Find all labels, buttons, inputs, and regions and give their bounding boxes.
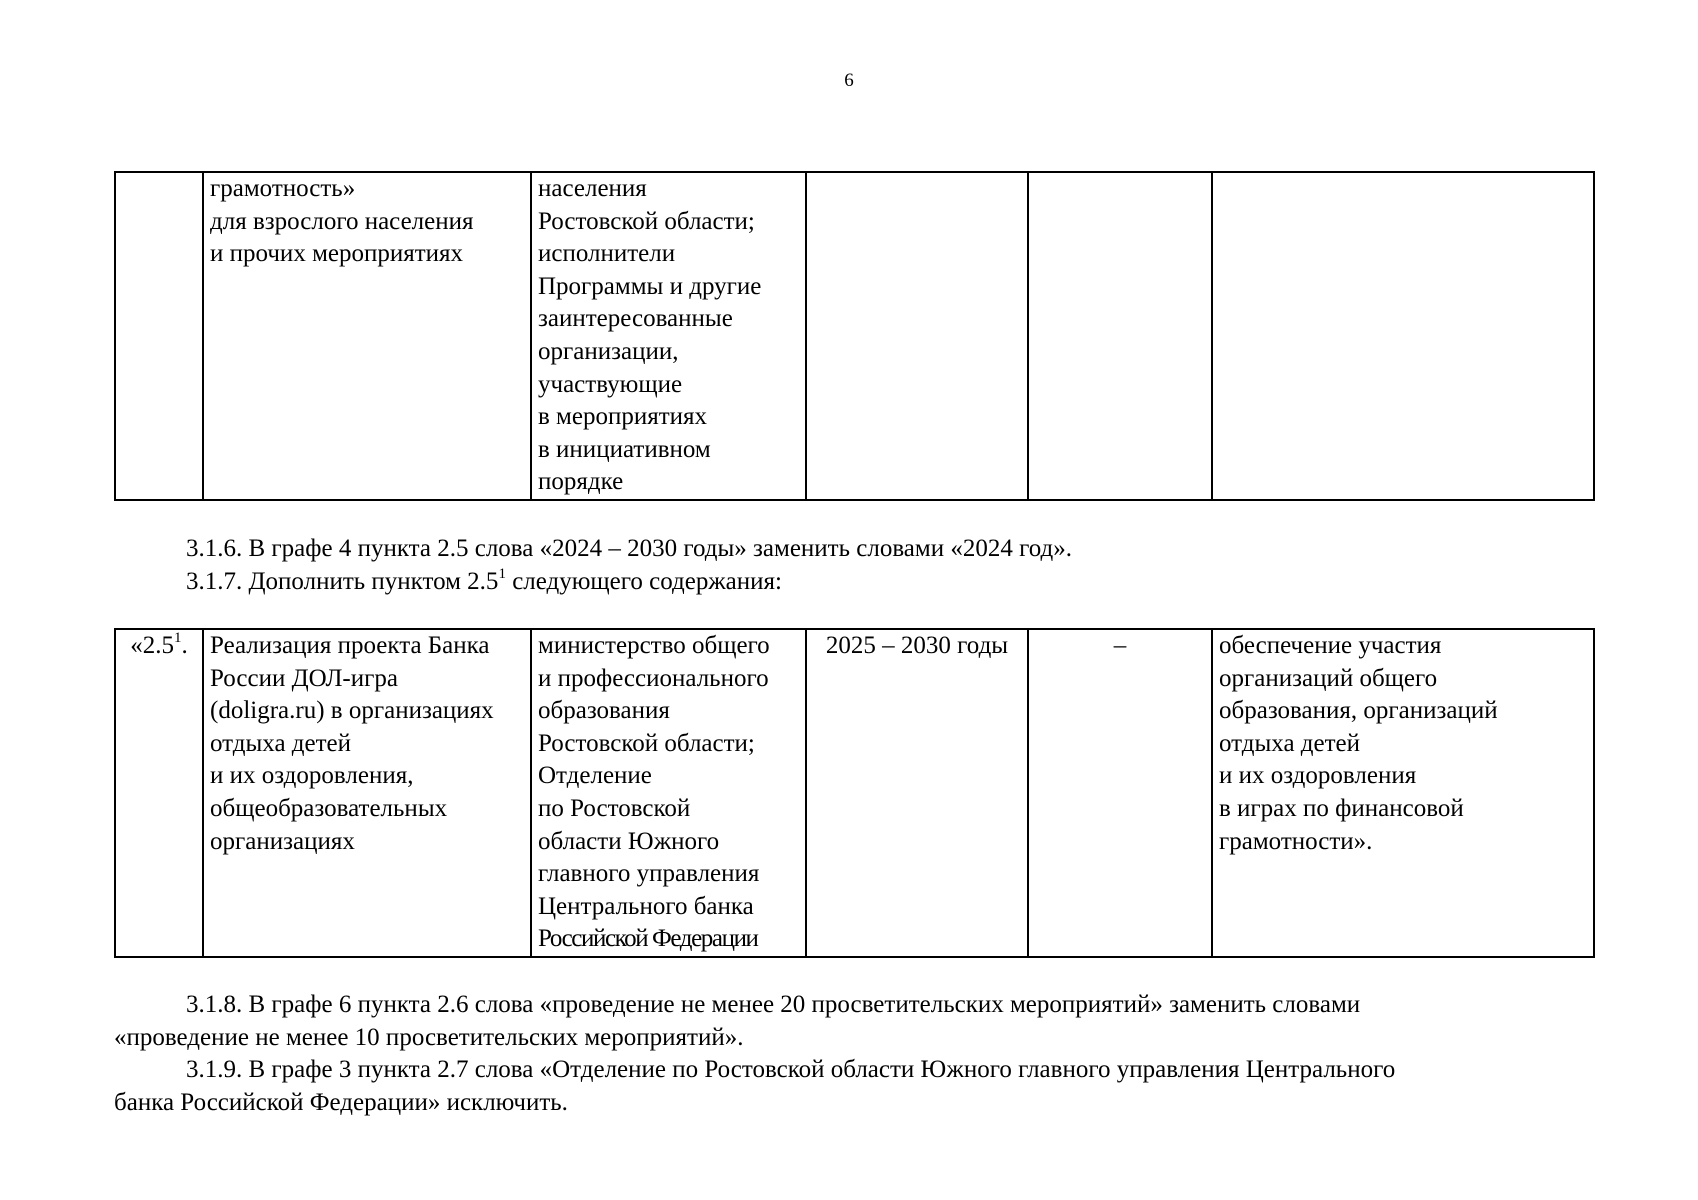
paragraph-text-line-2: «проведение не менее 10 просветительских мероприятий».: [114, 1023, 744, 1051]
page-number: 6: [844, 70, 854, 91]
cell-text-line: для взрослого населения: [210, 207, 474, 235]
funding-dash: –: [1113, 632, 1127, 659]
table-cell-funding: [1028, 172, 1212, 500]
cell-text-line: организации,: [538, 337, 679, 365]
period-text: 2025 – 2030 годы: [825, 632, 1009, 659]
cell-text-line: России ДОЛ-игра: [210, 664, 398, 692]
cell-text-line: общеобразовательных: [210, 794, 448, 822]
cell-text-line: отдыха детей: [210, 729, 352, 757]
cell-text-line: министерство общего: [538, 632, 770, 659]
table-cell-number: [115, 172, 203, 500]
cell-text-line: участвующие: [538, 370, 683, 398]
paragraph-text-line-2: банка Российской Федерации» исключить.: [114, 1088, 568, 1116]
paragraph-3-1-8: [114, 989, 1593, 1054]
table-cell-event-name: [203, 629, 531, 957]
cell-text-line: Реализация проекта Банка: [210, 632, 490, 659]
measures-table-continuation: [114, 171, 1595, 501]
responsible-last-line: Российской Федерации: [538, 925, 758, 953]
cell-text-line: Программы и другие: [538, 272, 762, 300]
paragraph-3-1-9: [114, 1054, 1593, 1119]
superscript-index: 1: [174, 629, 182, 646]
paragraph-text-end: следующего содержания:: [505, 568, 782, 595]
table-cell-result: [1212, 629, 1594, 957]
cell-text-line: и профессионального: [538, 664, 769, 692]
cell-text-line: Ростовской области;: [538, 729, 755, 757]
table-cell-responsible: [531, 172, 806, 500]
paragraph-3-1-7: [114, 566, 1593, 599]
cell-text-line: и их оздоровления,: [210, 762, 414, 790]
table-cell-funding: [1028, 629, 1212, 957]
measures-table-new-item: [114, 628, 1595, 958]
cell-text-line: образования, организаций: [1219, 697, 1498, 725]
cell-text-line: (doligra.ru) в организациях: [210, 697, 494, 725]
cell-text-line: отдыха детей: [1219, 729, 1361, 757]
cell-text-line: главного управления: [538, 860, 760, 888]
table-cell-responsible: [531, 629, 806, 957]
cell-text-line: образования: [538, 697, 670, 725]
cell-text-line: и их оздоровления: [1219, 762, 1417, 790]
paragraph-3-1-6: [114, 533, 1593, 566]
table-row: [115, 172, 1594, 500]
table-cell-result: [1212, 172, 1594, 500]
cell-text-line: в играх по финансовой: [1219, 794, 1464, 822]
cell-text-line: заинтересованные: [538, 305, 733, 333]
paragraph-text-line-1: 3.1.8. В графе 6 пункта 2.6 слова «проведение не менее 20 просветительских мероприятий» заменить словами: [186, 991, 1361, 1018]
cell-text-line: организациях: [210, 827, 355, 855]
cell-text-line: грамотности».: [1219, 827, 1373, 855]
cell-text-line: организаций общего: [1219, 664, 1438, 692]
table-cell-event-name: [203, 172, 531, 500]
paragraph-text-start: 3.1.7. Дополнить пунктом 2.5: [186, 568, 499, 595]
table-row: [115, 629, 1594, 957]
superscript-index: 1: [498, 565, 506, 582]
cell-text-line: порядке: [538, 468, 624, 496]
item-number: «2.5: [130, 632, 174, 659]
cell-text-line: обеспечение участия: [1219, 632, 1442, 659]
cell-text-line: и прочих мероприятиях: [210, 240, 464, 268]
cell-text-line: исполнители: [538, 240, 676, 268]
cell-text-line: в мероприятиях: [538, 403, 708, 431]
cell-text-line: грамотность»: [210, 175, 356, 202]
paragraph-text: [114, 566, 1593, 599]
responsible-lines: [538, 630, 805, 923]
cell-text-line: по Ростовской: [538, 794, 691, 822]
item-number-suffix: .: [181, 632, 188, 659]
cell-text-line: населения: [538, 175, 647, 202]
paragraph-text-line-1: 3.1.9. В графе 3 пункта 2.7 слова «Отделение по Ростовской области Южного главного управления Центрального: [186, 1056, 1396, 1083]
paragraph-text: 3.1.6. В графе 4 пункта 2.5 слова «2024 – 2030 годы» заменить словами «2024 год».: [186, 535, 1072, 562]
table-cell-number: [115, 629, 203, 957]
table-cell-period: [806, 172, 1028, 500]
cell-text-line: Ростовской области;: [538, 207, 755, 235]
table-cell-period: [806, 629, 1028, 957]
cell-text-line: Центрального банка: [538, 892, 754, 920]
cell-text-line: Отделение: [538, 762, 652, 790]
cell-text-line: области Южного: [538, 827, 720, 855]
cell-text-line: в инициативном: [538, 435, 711, 463]
